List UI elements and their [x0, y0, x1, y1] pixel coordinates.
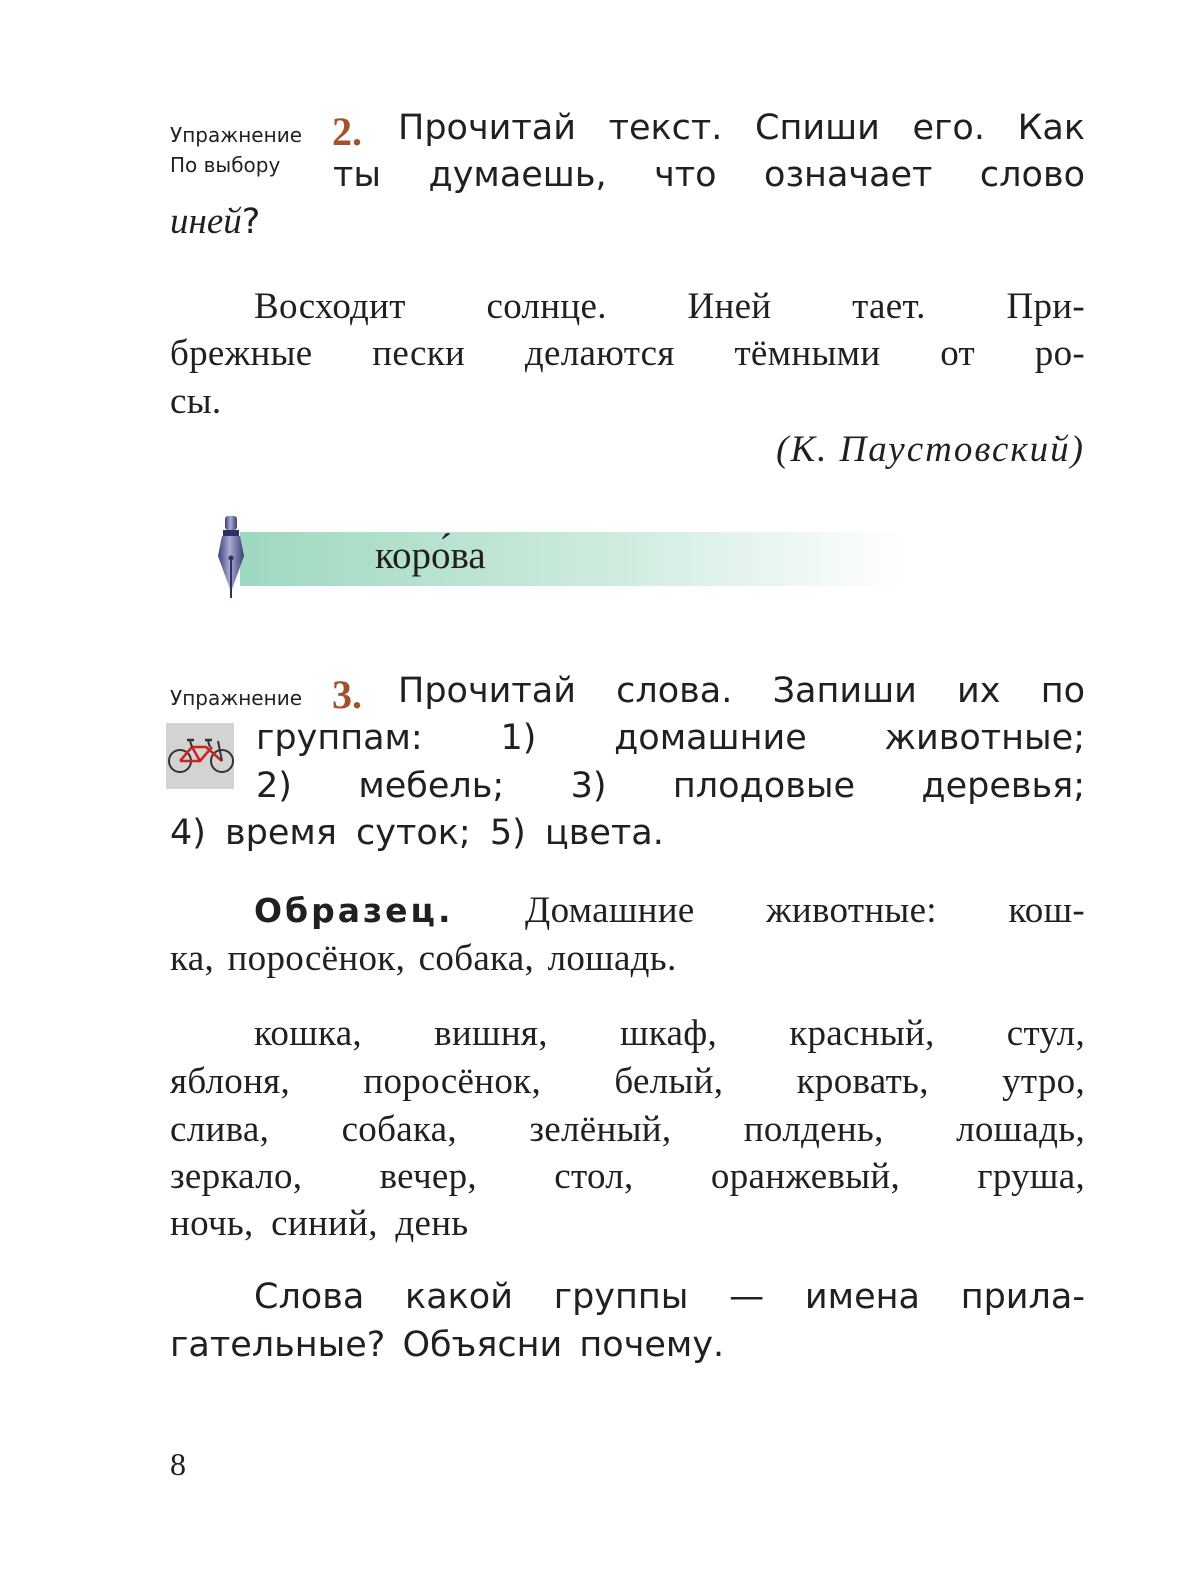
exercise-2-instruction-line-3 [170, 200, 1085, 243]
exercise-3-instruction-line-4: 4) время суток; 5) цвета. [170, 813, 664, 853]
exercise-2-label: Упражнение [170, 123, 302, 147]
exercise-3-number: 3. [332, 672, 362, 717]
question-mark: ? [241, 202, 261, 242]
exercise-3-instruction-line-2: группам: 1) домашние животные; [256, 718, 1085, 758]
exercise-2-number: 2. [332, 109, 362, 154]
text-line-3: сы. [170, 381, 222, 422]
words-line-5: ночь, синий, день [170, 1203, 469, 1244]
author: (К. Паустовский) [776, 429, 1085, 470]
question-line-2: гательные? Объясни почему. [170, 1325, 725, 1365]
words-line-1: кошка, вишня, шкаф, красный, стул, [254, 1013, 1085, 1054]
text-line-1: Восходит солнце. Иней тает. При- [254, 286, 1085, 327]
exercise-3-label: Упражнение [170, 686, 302, 710]
page-number: 8 [170, 1446, 186, 1482]
words-line-4: зеркало, вечер, стол, оранжевый, груша, [170, 1156, 1085, 1197]
vocabulary-band [240, 532, 905, 586]
sample-label: Образец. [254, 891, 454, 930]
sample-text: Домашние животные: кош- [453, 890, 1085, 931]
fountain-pen-nib-icon [214, 516, 248, 600]
sample-line-1 [254, 889, 1085, 932]
vocabulary-word: коро́ва [375, 534, 486, 577]
exercise-3-instruction-line-3: 2) мебель; 3) плодовые деревья; [256, 766, 1085, 806]
exercise-2-instruction-line-2: ты думаешь, что означает слово [333, 155, 1085, 195]
exercise-2-instruction-line-1: Прочитай текст. Спиши его. Как [398, 108, 1085, 148]
text-line-2: брежные пески делаются тёмными от ро- [170, 333, 1085, 374]
word-iney: иней [170, 201, 242, 242]
tandem-bicycle-icon [166, 723, 234, 789]
words-line-2: яблоня, поросёнок, белый, кровать, утро, [170, 1061, 1085, 1102]
exercise-2-sublabel: По выбору [170, 153, 281, 177]
question-line-1: Слова какой группы — имена прила- [254, 1277, 1085, 1317]
sample-line-2: ка, поросёнок, собака, лошадь. [170, 938, 677, 979]
words-line-3: слива, собака, зелёный, полдень, лошадь, [170, 1109, 1085, 1150]
exercise-3-instruction-line-1: Прочитай слова. Запиши их по [398, 671, 1085, 711]
